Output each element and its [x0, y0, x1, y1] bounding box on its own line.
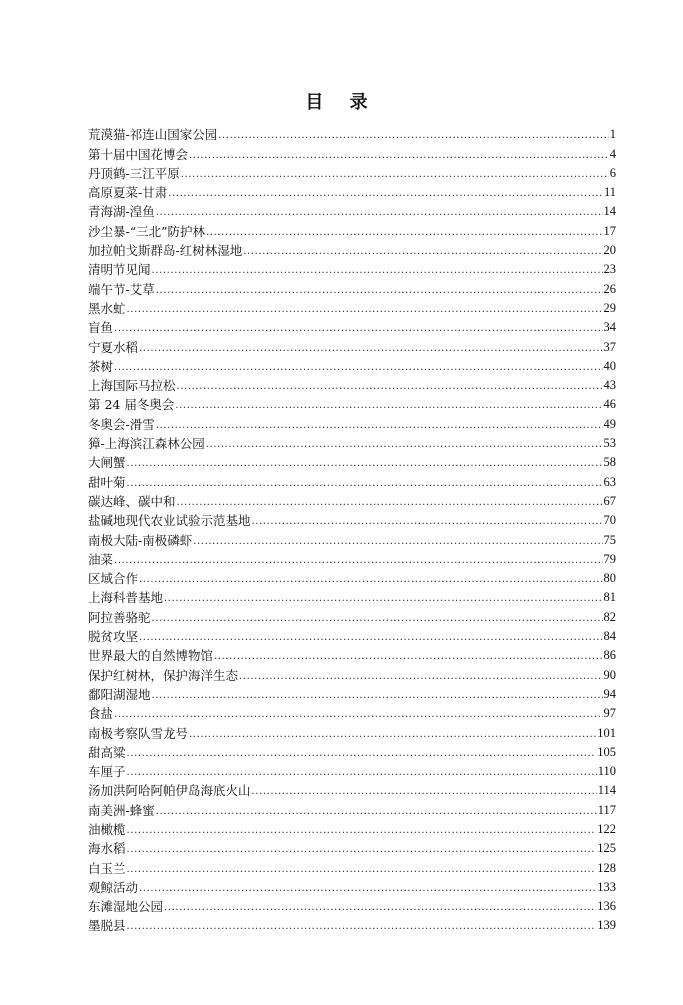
toc-entry[interactable] [88, 741, 616, 760]
toc-entry-label: 清明节见闻 [88, 262, 151, 278]
toc-entry-label: 端午节-艾草 [88, 281, 155, 297]
toc-dot-leader [152, 610, 603, 625]
toc-dot-leader [214, 648, 602, 663]
toc-entry[interactable] [88, 490, 616, 509]
toc-entry-page-number: 11 [603, 185, 616, 200]
toc-entry-label: 车厘子 [88, 764, 126, 780]
toc-entry-label: 保护红树林，保护海洋生态 [88, 667, 239, 683]
toc-entry-page-number: 34 [603, 320, 616, 335]
toc-entry[interactable] [88, 374, 616, 393]
toc-entry-label: 沙尘暴-“三北”防护林 [88, 223, 206, 239]
toc-entry-label: 食盐 [88, 706, 114, 722]
toc-entry-label: 南极考察队雪龙号 [88, 725, 189, 741]
toc-entry-label: 汤加洪阿哈阿帕伊岛海底火山 [88, 783, 251, 799]
toc-entry[interactable] [88, 914, 616, 933]
toc-entry[interactable] [88, 644, 616, 663]
toc-entry-page-number: 4 [609, 146, 616, 161]
toc-dot-leader [127, 745, 597, 760]
toc-entry-page-number: 125 [597, 841, 616, 856]
toc-dot-leader [218, 127, 609, 142]
toc-dot-leader [164, 899, 596, 914]
toc-dot-leader [127, 918, 597, 933]
toc-entry[interactable] [88, 219, 616, 238]
toc-entry[interactable] [88, 798, 616, 817]
toc-entry-page-number: 86 [603, 648, 616, 663]
toc-entry-page-number: 90 [603, 667, 616, 682]
toc-dot-leader [189, 726, 596, 741]
toc-entry-label: 油菜 [88, 551, 114, 567]
toc-dot-leader [175, 397, 602, 412]
toc-dot-leader [127, 301, 603, 316]
toc-entry-page-number: 80 [603, 571, 616, 586]
toc-entry[interactable] [88, 432, 616, 451]
toc-entry[interactable] [88, 721, 616, 740]
toc-entry-page-number: 94 [603, 686, 616, 701]
toc-entry-page-number: 67 [603, 493, 616, 508]
toc-entry-label: 黑水虻 [88, 300, 126, 316]
toc-entry-label: 海水稻 [88, 841, 126, 857]
toc-entry-page-number: 110 [597, 764, 616, 779]
toc-entry-label: 上海科普基地 [88, 590, 164, 606]
toc-entry[interactable] [88, 856, 616, 875]
toc-entry-page-number: 136 [597, 899, 616, 914]
toc-entry-label: 碳达峰、碳中和 [88, 493, 176, 509]
toc-dot-leader [127, 822, 597, 837]
toc-entry-label: 南美洲-蜂蜜 [88, 802, 155, 818]
toc-entry[interactable] [88, 277, 616, 296]
toc-dot-leader [181, 166, 609, 181]
toc-dot-leader [152, 262, 603, 277]
toc-entry-page-number: 97 [603, 706, 616, 721]
toc-entry-page-number: 43 [603, 378, 616, 393]
toc-entry[interactable] [88, 123, 616, 142]
toc-entry-page-number: 139 [597, 918, 616, 933]
toc-entry[interactable] [88, 316, 616, 335]
toc-entry[interactable] [88, 818, 616, 837]
toc-dot-leader [152, 687, 603, 702]
toc-entry-page-number: 20 [603, 243, 616, 258]
toc-entry[interactable] [88, 393, 616, 412]
toc-entry[interactable] [88, 760, 616, 779]
toc-dot-leader [252, 513, 603, 528]
toc-dot-leader [177, 378, 603, 393]
toc-dot-leader [127, 455, 603, 470]
toc-entry-page-number: 49 [603, 416, 616, 431]
toc-entry-page-number: 37 [603, 339, 616, 354]
toc-dot-leader [177, 494, 603, 509]
toc-entry-label: 白玉兰 [88, 860, 126, 876]
toc-entry-label: 加拉帕戈斯群岛-红树林湿地 [88, 243, 243, 259]
toc-entry-label: 青海湖-湟鱼 [88, 204, 155, 220]
toc-entry[interactable] [88, 702, 616, 721]
toc-entry[interactable] [88, 470, 616, 489]
toc-entry[interactable] [88, 142, 616, 161]
toc-entry-page-number: 46 [603, 397, 616, 412]
toc-entry[interactable] [88, 412, 616, 431]
toc-entry-page-number: 14 [603, 204, 616, 219]
toc-entry[interactable] [88, 837, 616, 856]
toc-dot-leader [127, 475, 603, 490]
toc-dot-leader [168, 185, 603, 200]
toc-entry-label: 第 24 届冬奥会 [88, 397, 175, 413]
toc-entry-page-number: 1 [609, 127, 616, 142]
table-of-contents [88, 123, 616, 933]
toc-dot-leader [127, 841, 597, 856]
toc-entry[interactable] [88, 528, 616, 547]
toc-entry-label: 东滩湿地公园 [88, 899, 164, 915]
toc-entry[interactable] [88, 586, 616, 605]
toc-entry-page-number: 84 [603, 629, 616, 644]
toc-entry[interactable] [88, 548, 616, 567]
toc-entry-label: 鄱阳湖湿地 [88, 686, 151, 702]
toc-entry-label: 高原夏菜-甘肃 [88, 185, 168, 201]
toc-dot-leader [193, 533, 602, 548]
toc-dot-leader [114, 552, 602, 567]
toc-entry[interactable] [88, 663, 616, 682]
toc-entry[interactable] [88, 200, 616, 219]
toc-entry-label: 荒漠猫-祁连山国家公园 [88, 127, 218, 143]
toc-entry-page-number: 6 [609, 165, 616, 180]
toc-dot-leader [156, 282, 603, 297]
toc-entry-page-number: 29 [603, 300, 616, 315]
toc-entry-label: 甜高粱 [88, 744, 126, 760]
toc-entry[interactable] [88, 567, 616, 586]
toc-dot-leader [114, 706, 602, 721]
page-title: 目 录 [305, 92, 378, 113]
toc-entry[interactable] [88, 876, 616, 895]
toc-entry-label: 观鲸活动 [88, 879, 139, 895]
toc-entry-page-number: 79 [603, 551, 616, 566]
toc-entry-page-number: 63 [603, 474, 616, 489]
toc-entry-label: 区域合作 [88, 571, 139, 587]
toc-entry-page-number: 26 [603, 281, 616, 296]
toc-entry-page-number: 122 [597, 821, 616, 836]
toc-entry[interactable] [88, 779, 616, 798]
toc-entry-page-number: 40 [603, 358, 616, 373]
toc-entry-label: 世界最大的自然博物馆 [88, 648, 214, 664]
toc-entry-label: 南极大陆-南极磷虾 [88, 532, 193, 548]
toc-dot-leader [139, 629, 602, 644]
toc-entry[interactable] [88, 335, 616, 354]
toc-entry-label: 油橄榄 [88, 821, 126, 837]
toc-entry[interactable] [88, 162, 616, 181]
toc-entry[interactable] [88, 258, 616, 277]
toc-dot-leader [206, 436, 603, 451]
toc-dot-leader [156, 204, 603, 219]
toc-entry[interactable] [88, 509, 616, 528]
toc-entry-page-number: 82 [603, 609, 616, 624]
toc-entry-label: 第十届中国花博会 [88, 146, 189, 162]
toc-entry-page-number: 23 [603, 262, 616, 277]
toc-entry-label: 盐碱地现代农业试验示范基地 [88, 513, 251, 529]
toc-dot-leader [127, 764, 597, 779]
toc-entry-label: 脱贫攻坚 [88, 629, 139, 645]
toc-entry[interactable] [88, 297, 616, 316]
toc-entry-page-number: 81 [603, 590, 616, 605]
toc-entry-label: 茶树 [88, 358, 114, 374]
toc-dot-leader [239, 668, 602, 683]
toc-dot-leader [114, 320, 602, 335]
toc-entry[interactable] [88, 355, 616, 374]
toc-entry[interactable] [88, 895, 616, 914]
toc-entry-page-number: 75 [603, 532, 616, 547]
toc-entry[interactable] [88, 605, 616, 624]
toc-entry-label: 宁夏水稻 [88, 339, 139, 355]
toc-entry-page-number: 70 [603, 513, 616, 528]
toc-entry[interactable] [88, 625, 616, 644]
toc-dot-leader [206, 224, 602, 239]
toc-dot-leader [243, 243, 602, 258]
toc-dot-leader [114, 359, 602, 374]
toc-entry-label: 大闸蟹 [88, 455, 126, 471]
toc-entry[interactable] [88, 451, 616, 470]
toc-entry-label: 冬奥会-滑雪 [88, 416, 155, 432]
toc-entry-page-number: 58 [603, 455, 616, 470]
toc-entry[interactable] [88, 181, 616, 200]
toc-dot-leader [164, 590, 602, 605]
toc-entry-page-number: 114 [597, 783, 616, 798]
toc-dot-leader [252, 783, 597, 798]
toc-entry-page-number: 101 [597, 725, 616, 740]
toc-entry-label: 丹顶鹤-三江平原 [88, 165, 180, 181]
toc-entry-label: 獐-上海滨江森林公园 [88, 436, 205, 452]
toc-entry-page-number: 17 [603, 223, 616, 238]
toc-entry-label: 盲鱼 [88, 320, 114, 336]
toc-entry-page-number: 117 [597, 802, 616, 817]
toc-entry-page-number: 128 [597, 860, 616, 875]
toc-dot-leader [127, 861, 597, 876]
toc-entry[interactable] [88, 239, 616, 258]
toc-dot-leader [139, 880, 596, 895]
toc-entry-page-number: 133 [597, 879, 616, 894]
toc-dot-leader [189, 147, 609, 162]
toc-entry-label: 上海国际马拉松 [88, 378, 176, 394]
toc-dot-leader [139, 571, 602, 586]
toc-entry-page-number: 105 [597, 744, 616, 759]
toc-dot-leader [156, 803, 597, 818]
toc-entry-label: 阿拉善骆驼 [88, 609, 151, 625]
toc-entry-label: 墨脱县 [88, 918, 126, 934]
toc-dot-leader [156, 417, 603, 432]
toc-entry-page-number: 53 [603, 436, 616, 451]
toc-dot-leader [139, 340, 602, 355]
toc-entry-label: 甜叶菊 [88, 474, 126, 490]
toc-entry[interactable] [88, 683, 616, 702]
